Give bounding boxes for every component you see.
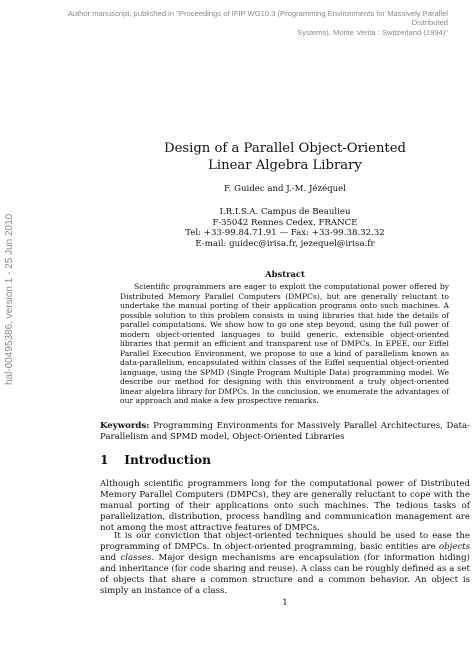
abstract-text: Scientific programmers are eager to exploit the computational power offered by Distributed Memory Parallel Computers (DMPCs), but are generally reluctant to undertake the manual porting of their application programs onto such machines. A possible solution to this problem consists in using libraries that hide the details of parallel computations. We show how to go one step beyond, using the full power of modern object-oriented languages to build generic, extensible object-oriented libraries that permit an efficient and transparent use of DMPCs. In EPEE, our Eiffel Parallel Execution Environment, we propose to use a kind of parallelism known as data-parallelism, encapsulated within classes of the Eiffel sequential object-oriented language, using the SPMD (Single Program Multiple Data) programming model. We describe our method for designing with this environment a truly object-oriented linear algebra library for DMPCs. In the conclusion, we enumerate the advantages of our approach and make a few prospective remarks. <box>120 282 449 405</box>
affiliation-line-2: F-35042 Rennes Cedex, FRANCE <box>212 217 358 228</box>
affiliation-line-4: E-mail: guidec@irisa.fr, jezequel@irisa.fr <box>195 238 375 249</box>
publication-note-line-1: Author manuscript, published in "Proceedings of IFIP WG10.3 (Programming Environments for Massively Parallel Distributed <box>67 9 448 28</box>
intro-paragraph-2 <box>100 531 470 598</box>
author-list: F. Guidec and J.-M. Jézéquel <box>224 184 346 194</box>
emphasis-objects: objects <box>438 542 470 553</box>
intro-paragraph-2-part-2: and <box>100 553 121 564</box>
paper-title-line-1: Design of a Parallel Object-Oriented <box>164 141 406 156</box>
paper-title-line-2: Linear Algebra Library <box>208 158 362 173</box>
keywords-label: Keywords: <box>100 421 150 431</box>
section-number: 1 <box>100 453 109 467</box>
abstract-heading: Abstract <box>265 269 305 279</box>
affiliation-line-3: Tel: +33-99.84.71.91 — Fax: +33-99.38.32.32 <box>185 228 385 239</box>
section-heading <box>100 453 470 467</box>
paper-title <box>100 140 470 174</box>
page-number: 1 <box>282 598 288 608</box>
intro-paragraph-1: Although scientific programmers long for the computational power of Distributed Memory Parallel Computers (DMPCs), they are generally reluctant to cope with the manual porting of their applications onto such machines. The tedious tasks of parallelization, distribution, process handling and communication management are not among the most attractive features of DMPCs. <box>100 479 470 534</box>
publication-note <box>48 9 448 37</box>
intro-paragraph-2-part-3: . Major design mechanisms are encapsulation (for information hiding) and inheritance (for code sharing and reuse). A class can be roughly defined as a set of objects that share a common structure and a common behavior. An object is simply an instance of a class. <box>100 553 470 597</box>
keywords-paragraph <box>100 421 470 443</box>
emphasis-classes: classes <box>120 553 152 564</box>
affiliation-block <box>100 207 470 249</box>
publication-note-line-2: Systems), Monte Verita : Switzerland (1994)" <box>297 27 448 37</box>
affiliation-line-1: I.R.I.S.A. Campus de Beaulieu <box>219 207 351 217</box>
intro-paragraph-2-part-1: It is our conviction that object-oriented techniques should be used to ease the programming of DMPCs. In object-oriented programming, basic entities are <box>100 531 470 553</box>
section-title: Introduction <box>124 453 212 467</box>
hal-version-stamp: hal-00495386, version 1 - 25 Jun 2010 <box>4 213 15 385</box>
keywords-text: Programming Environments for Massively Parallel Architectures, Data-Parallelism and SPMD model, Object-Oriented Libraries <box>100 421 470 442</box>
